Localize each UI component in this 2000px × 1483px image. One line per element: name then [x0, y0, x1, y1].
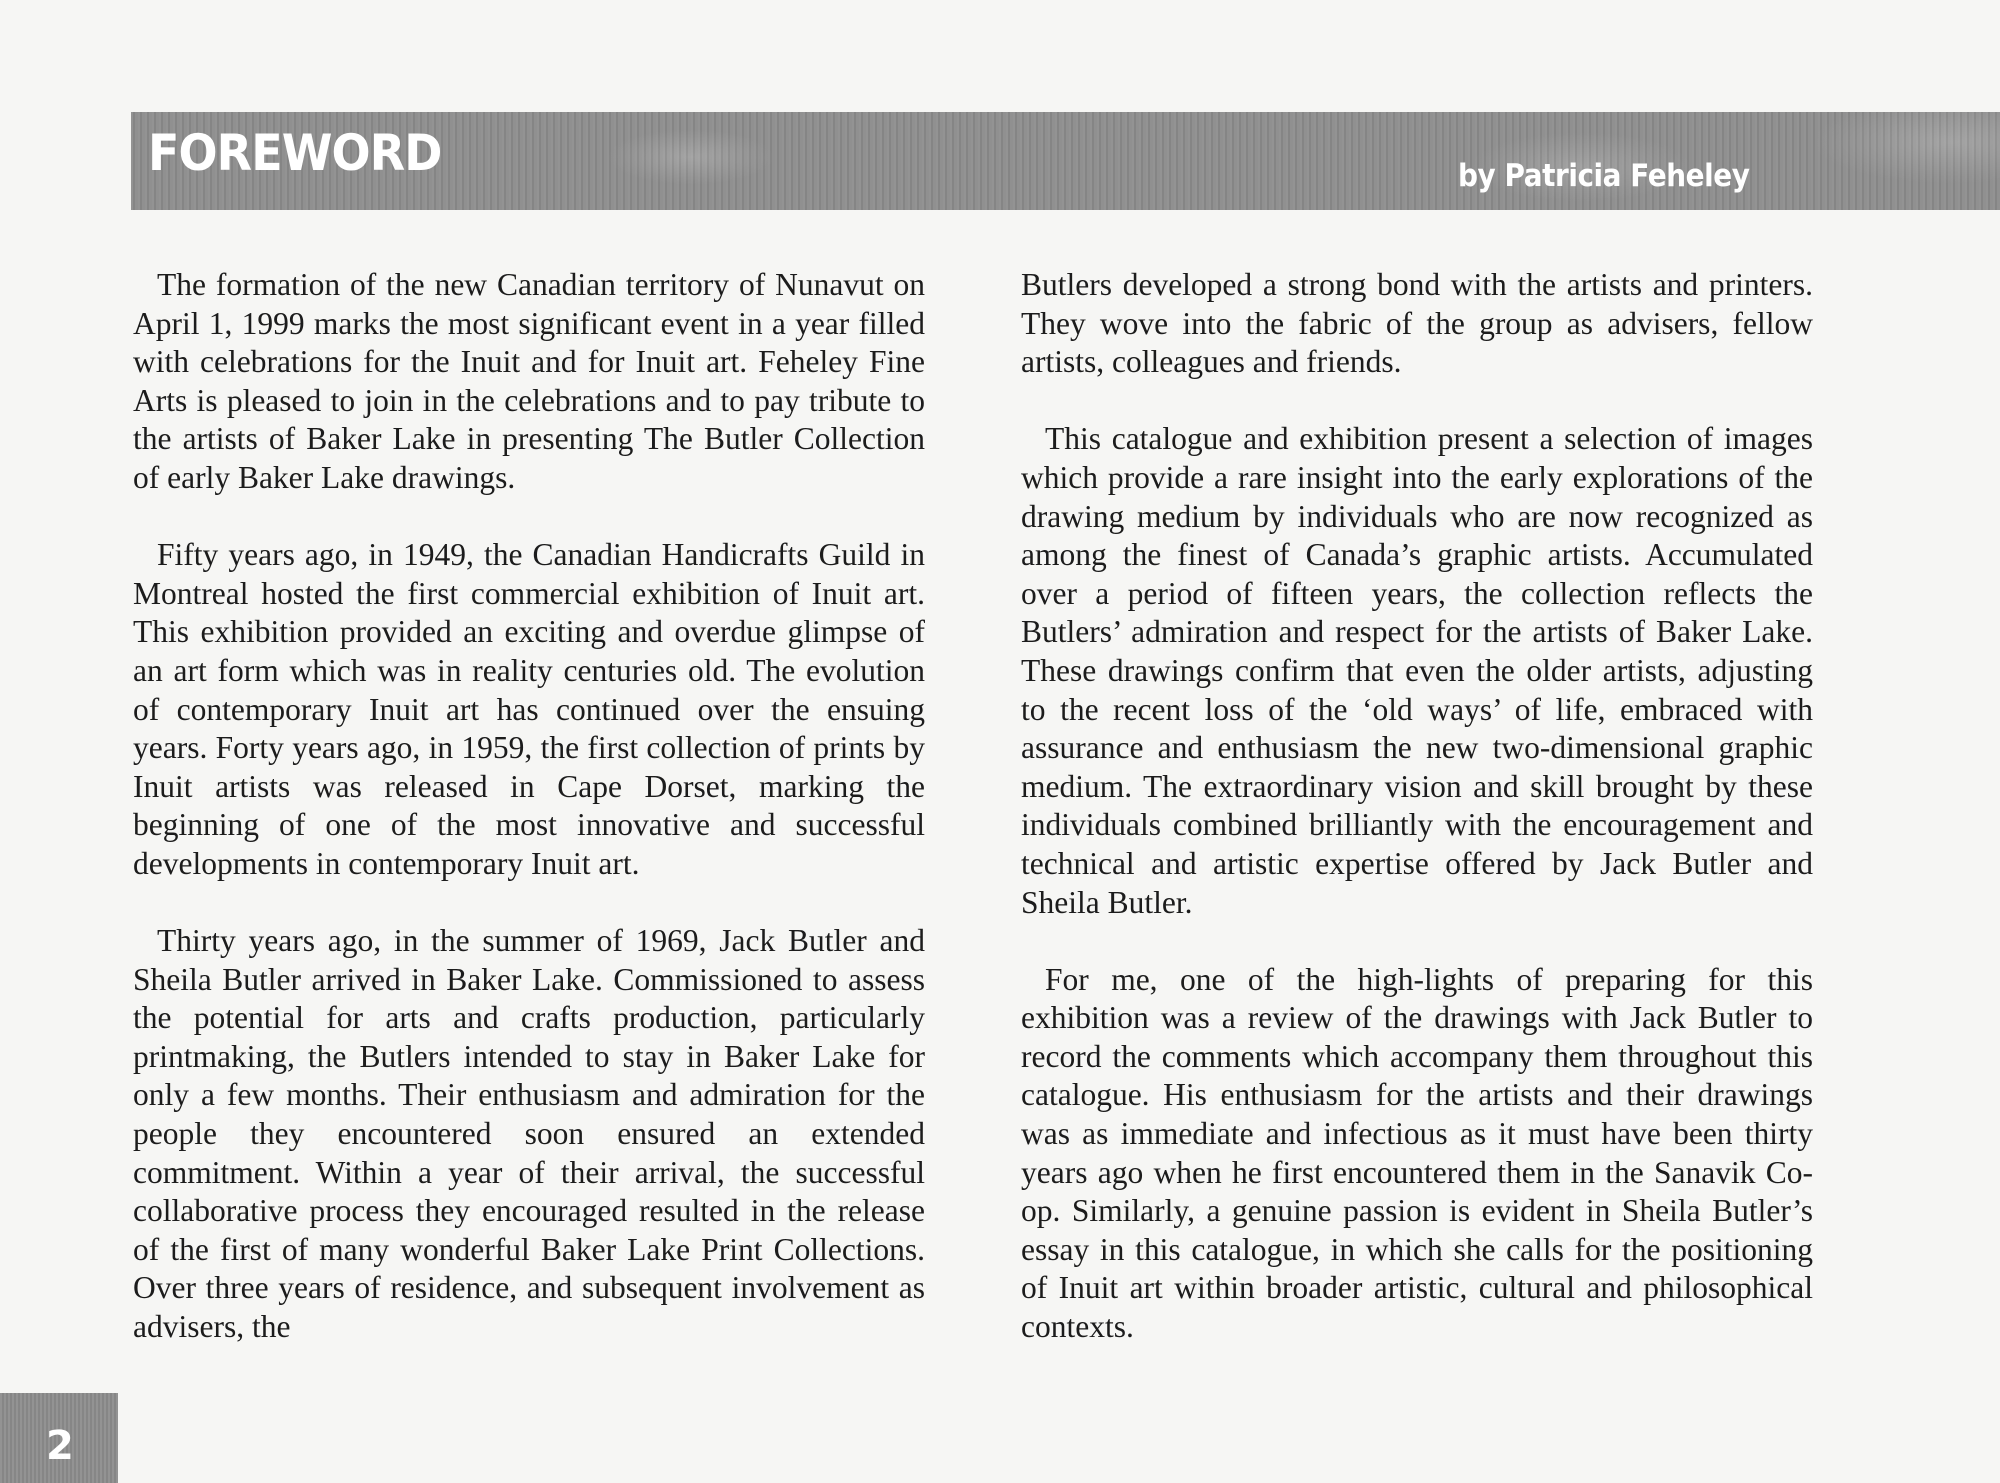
author-byline: by Patricia Feheley — [1458, 158, 1750, 194]
paragraph: Thirty years ago, in the summer of 1969, Jack Butler and Sheila Butler arrived in Baker Lake. Commissioned to assess the potential for arts and crafts production, particularly printmaking, the Butlers intended to stay in Baker Lake for only a few months. Their enthusiasm and admiration for the people they encountered soon ensured an extended commitment. Within a year of their arrival, the successful collaborative process they encouraged resulted in the release of the first of many wonderful Baker Lake Print Collections. Over three years of residence, and subsequent involvement as advisers, the — [133, 923, 925, 1345]
section-banner — [131, 112, 2000, 210]
section-title: FOREWORD — [148, 124, 442, 182]
paragraph-continued: Butlers developed a strong bond with the artists and printers. They wove into the fabric of the group as advisers, fellow artists, colleagues and friends. — [1021, 267, 1813, 380]
paragraph: This catalogue and exhibition present a selection of images which provide a rare insight into the early explorations of the drawing medium by individuals who are now recognized as among the finest of Canada’s graphic artists. Accumulated over a period of fifteen years, the collection reflects the Butlers’ admiration and respect for the artists of Baker Lake. These drawings confirm that even the older artists, adjusting to the recent loss of the ‘old ways’ of life, embraced with assurance and enthusiasm the new two-dimensional graphic medium. The extraordinary vision and skill brought by these individuals combined brilliantly with the encouragement and technical and artistic expertise offered by Jack Butler and Sheila Butler. — [1021, 421, 1813, 920]
paragraph: Fifty years ago, in 1949, the Canadian Handicrafts Guild in Montreal hosted the first commercial exhibition of Inuit art. This exhibition provided an exciting and overdue glimpse of an art form which was in reality centuries old. The evolution of contemporary Inuit art has continued over the ensuing years. Forty years ago, in 1959, the first collection of prints by Inuit artists was released in Cape Dorset, marking the beginning of one of the most innovative and successful developments in contemporary Inuit art. — [133, 537, 925, 881]
paragraph: The formation of the new Canadian territory of Nunavut on April 1, 1999 marks the most significant event in a year filled with celebrations for the Inuit and for Inuit art. Feheley Fine Arts is pleased to join in the celebrations and to pay tribute to the artists of Baker Lake in presenting The Butler Collection of early Baker Lake drawings. — [133, 267, 925, 495]
right-column — [1021, 266, 1813, 1385]
page-number: 2 — [46, 1423, 74, 1469]
paragraph: For me, one of the high-lights of preparing for this exhibition was a review of the drawings with Jack Butler to record the comments which accompany them throughout this catalogue. His enthusiasm for the artists and their drawings was as immediate and infectious as it must have been thirty years ago when he first encountered them in the Sanavik Co-op. Similarly, a genuine passion is evident in Sheila Butler’s essay in this catalogue, in which she calls for the positioning of Inuit art within broader artistic, cultural and philosophical contexts. — [1021, 961, 1813, 1345]
left-column — [133, 266, 925, 1385]
page-number-tab — [0, 1393, 118, 1483]
